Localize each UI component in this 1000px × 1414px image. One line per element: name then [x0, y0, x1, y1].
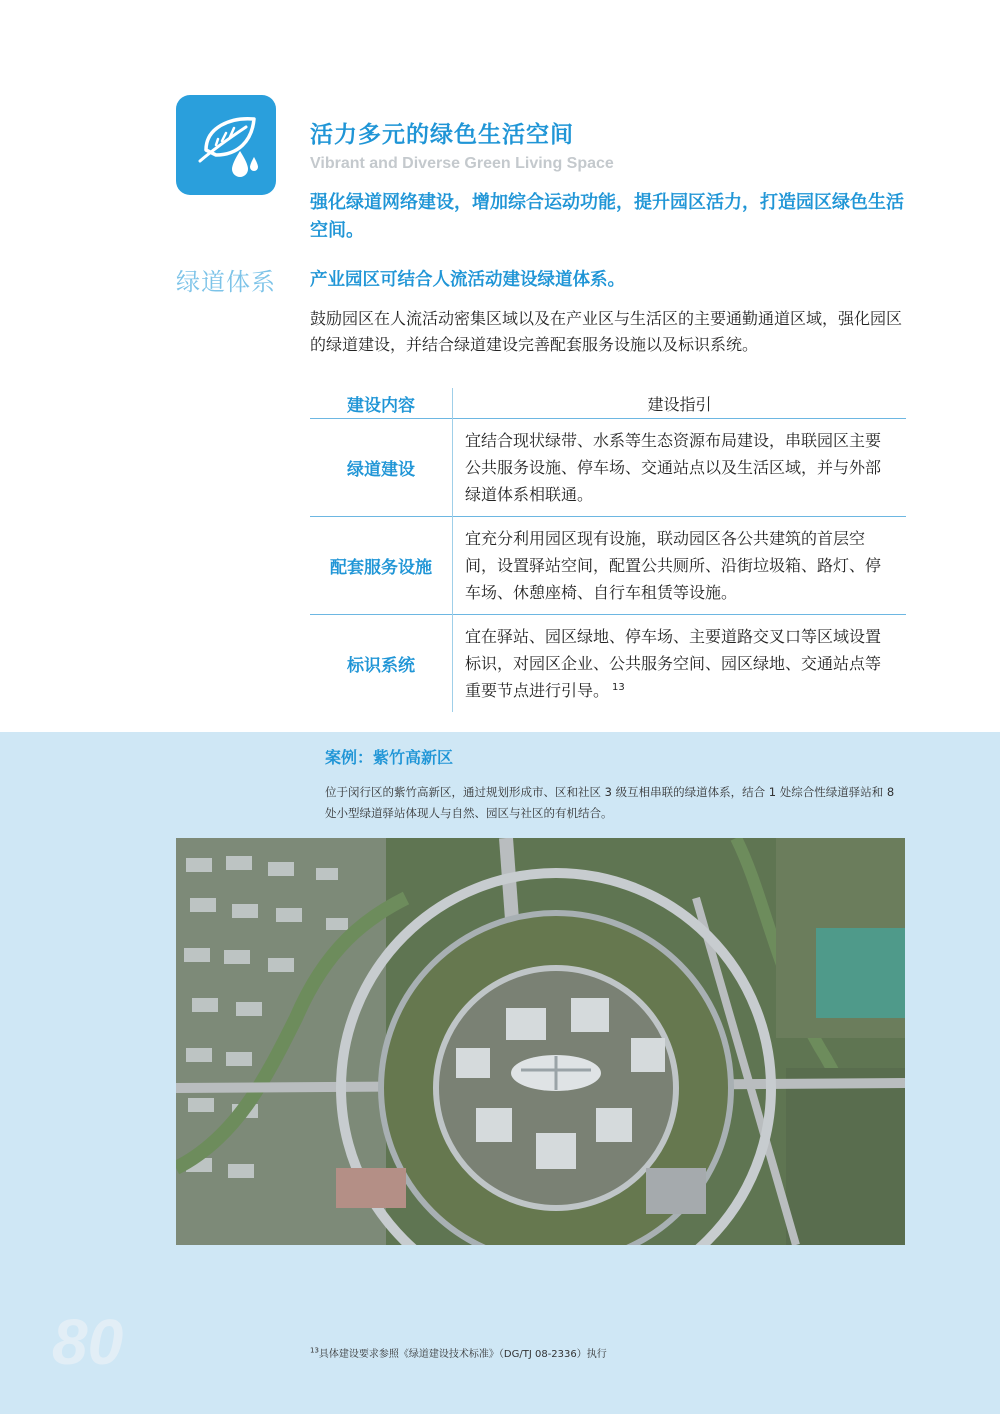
guidance-table	[310, 388, 906, 712]
aerial-photo	[176, 838, 905, 1245]
page-number: 80	[52, 1306, 124, 1378]
page-subtitle-en: Vibrant and Diverse Green Living Space	[310, 155, 614, 172]
table-header-content: 建设内容	[310, 388, 453, 419]
case-text: 位于闵行区的紫竹高新区，通过规划形成市、区和社区 3 级互相串联的绿道体系，结合 1 处综合性绿道驿站和 8 处小型绿道驿站体现人与自然、园区与社区的有机结合。	[325, 785, 895, 820]
row-name: 配套服务设施	[310, 517, 453, 615]
footnote	[310, 1345, 607, 1360]
section-side-label: 绿道体系	[176, 268, 276, 296]
table-row	[310, 517, 906, 615]
table-row	[310, 419, 906, 517]
row-name: 绿道建设	[310, 419, 453, 517]
row-text-cell	[453, 615, 907, 713]
case-title: 案例：紫竹高新区	[325, 748, 454, 767]
footnote-reference[interactable]: 13	[612, 681, 625, 693]
section-paragraph: 鼓励园区在人流活动密集区域以及在产业区与生活区的主要通勤通道区域，强化园区的绿道建设，并结合绿道建设完善配套服务设施以及标识系统。	[310, 309, 903, 354]
footnote-marker: 13	[310, 1346, 319, 1355]
row-text: 宜结合现状绿带、水系等生态资源布局建设，串联园区主要公共服务设施、停车场、交通站点以及生活区域，并与外部绿道体系相联通。	[465, 431, 882, 504]
table-header-row	[310, 388, 906, 419]
lead-statement: 强化绿道网络建设，增加综合运动功能，提升园区活力，打造园区绿色生活空间。	[310, 192, 904, 241]
row-text: 宜在驿站、园区绿地、停车场、主要道路交叉口等区域设置标识，对园区企业、公共服务空间、园区绿地、交通站点等重要节点进行引导。	[465, 627, 882, 700]
leaf-drop-icon	[176, 95, 276, 195]
page-title: 活力多元的绿色生活空间	[310, 122, 574, 148]
table-header-guide: 建设指引	[647, 394, 712, 414]
row-name: 标识系统	[310, 615, 453, 713]
footnote-text: 具体建设要求参照《绿道建设技术标准》（DG/TJ 08-2336）执行	[318, 1349, 607, 1360]
section-heading: 产业园区可结合人流活动建设绿道体系。	[310, 270, 625, 290]
table-row	[310, 615, 906, 713]
row-text: 宜充分利用园区现有设施，联动园区各公共建筑的首层空间，设置驿站空间，配置公共厕所、沿街垃圾箱、路灯、停车场、休憩座椅、自行车租赁等设施。	[465, 529, 882, 602]
